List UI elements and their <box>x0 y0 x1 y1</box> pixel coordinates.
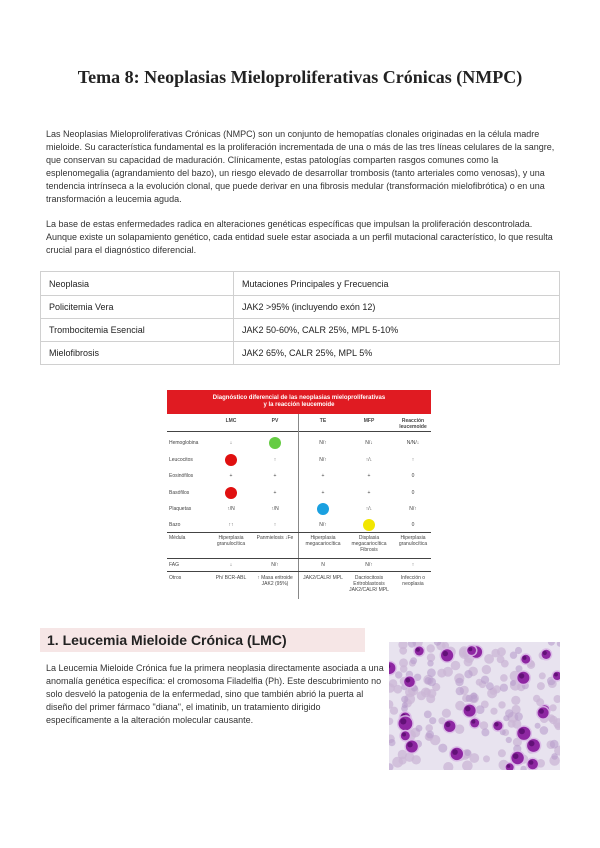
figure-cell: + <box>273 473 277 479</box>
figure-row-label: Médula <box>169 535 186 541</box>
red-blood-cell <box>500 674 508 682</box>
red-blood-cell <box>416 725 423 732</box>
red-blood-cell <box>443 762 453 770</box>
red-blood-cell <box>548 642 555 646</box>
red-blood-cell <box>401 696 408 703</box>
figure-cell: ↑ <box>273 522 277 528</box>
blood-smear-illustration <box>389 642 560 770</box>
cell-nucleus <box>554 673 558 677</box>
figure-row-label: Plaquetas <box>169 506 192 512</box>
cell-nucleus <box>471 720 475 724</box>
cell-nucleus <box>402 733 406 737</box>
red-blood-cell <box>427 678 436 687</box>
page-title: Tema 8: Neoplasias Mieloproliferativas Crónicas (NMPC) <box>77 67 523 87</box>
red-blood-cell <box>464 670 472 678</box>
red-blood-cell <box>438 744 447 753</box>
red-blood-cell <box>481 728 489 736</box>
mutations-table <box>40 271 560 365</box>
cell-nucleus <box>452 749 458 755</box>
table-row <box>41 342 560 365</box>
cell-nucleus <box>543 651 547 655</box>
figure-cell: Hiperplasia granulocítica <box>398 535 428 547</box>
figure-row-label: Eosinófilos <box>169 473 194 479</box>
red-blood-cell <box>481 676 489 684</box>
figure-cell: N/↓ <box>365 440 373 446</box>
blood-smear-image <box>389 642 560 770</box>
red-blood-cell <box>451 661 461 671</box>
red-blood-cell <box>469 753 479 763</box>
figure-cell: + <box>321 490 325 496</box>
figure-cell: N <box>321 562 325 568</box>
figure-marker-dot <box>317 503 329 515</box>
table-row <box>41 296 560 319</box>
figure-cell: Dacriocitosis Eritroblastosis JAK2/CALR/ MPL <box>349 575 389 593</box>
red-blood-cell <box>442 709 451 718</box>
cell-nucleus <box>406 678 411 683</box>
figure-cell: + <box>229 473 233 479</box>
red-blood-cell <box>515 647 522 654</box>
table-cell: Trombocitemia Esencial <box>41 319 234 342</box>
figure-divider <box>167 431 431 432</box>
red-blood-cell <box>393 685 402 694</box>
cell-nucleus <box>519 728 525 734</box>
figure-cell: N/↑ <box>319 522 327 528</box>
figure-column-header: MFP <box>363 418 375 424</box>
figure-marker-dot <box>225 487 237 499</box>
red-blood-cell <box>539 672 546 679</box>
figure-cell: + <box>273 490 277 496</box>
figure-column-header: LMC <box>225 418 237 424</box>
red-blood-cell <box>506 737 512 743</box>
figure-cell: + <box>367 473 371 479</box>
red-blood-cell <box>424 688 431 695</box>
red-blood-cell <box>510 680 516 686</box>
figure-cell: ↓ <box>229 562 233 568</box>
red-blood-cell <box>498 701 505 708</box>
red-blood-cell <box>480 721 489 730</box>
red-blood-cell <box>535 723 541 729</box>
figure-cell: JAK2/CALR/ MPL <box>303 575 343 581</box>
cell-nucleus <box>519 673 524 678</box>
red-blood-cell <box>511 696 520 705</box>
figure-cell: + <box>321 473 325 479</box>
red-blood-cell <box>483 755 490 762</box>
red-blood-cell <box>515 712 523 720</box>
figure-cell: ↑↑ <box>228 522 234 528</box>
red-blood-cell <box>551 753 558 760</box>
figure-cell: 0 <box>411 490 415 496</box>
red-blood-cell <box>429 717 436 724</box>
figure-cell: ↑/↓ <box>365 506 373 512</box>
cell-nucleus <box>445 722 450 727</box>
figure-cell: Displasia megacariocítica Fibrosis <box>351 535 387 553</box>
figure-cell: N/↑ <box>365 562 373 568</box>
figure-cell: N/N/↓ <box>406 440 420 446</box>
figure-cell: 0 <box>411 473 415 479</box>
figure-cell: + <box>367 490 371 496</box>
figure-cell: ↑/↓ <box>365 457 373 463</box>
red-blood-cell <box>500 684 508 692</box>
cell-nucleus <box>468 647 472 651</box>
figure-marker-dot <box>269 437 281 449</box>
red-blood-cell <box>437 669 446 678</box>
figure-cell: ↑ Masa eritroide JAK2 (95%) <box>257 575 293 587</box>
red-blood-cell <box>557 642 560 647</box>
intro-paragraph: Las Neoplasias Mieloproliferativas Crónicas (NMPC) son un conjunto de hemopatías clonales originadas en la célula madre mieloide. Su característica fundamental es la proliferación incrementada de una o más de las tres líneas celulares de la sangre, que conservan su capacidad de maduración. Clínicamente, estas patologías comparten rasgos comunes como la esplenomegalia (agrandamiento del bazo), un riesgo elevado de desarrollar trombosis (tanto arteriales como venosas), y una tendencia intrínseca a la evolución clonal, que puede derivar en una fibrosis medular (transformación mielofibrótica) o en una transformación a leucemia aguda. <box>46 129 555 204</box>
red-blood-cell <box>537 682 545 690</box>
figure-marker-dot <box>225 454 237 466</box>
red-blood-cell <box>455 678 463 686</box>
red-blood-cell <box>412 755 421 764</box>
cell-nucleus <box>539 709 544 714</box>
red-blood-cell <box>466 695 473 702</box>
table-cell: JAK2 65%, CALR 25%, MPL 5% <box>234 342 560 365</box>
figure-cell: ↑/N <box>271 506 279 512</box>
table-cell: JAK2 >95% (incluyendo exón 12) <box>234 296 560 319</box>
figure-column-header: TE <box>319 418 327 424</box>
red-blood-cell <box>465 750 471 756</box>
figure-cell: ↓ <box>229 440 233 446</box>
cell-nucleus <box>529 760 534 765</box>
red-blood-cell <box>550 740 559 749</box>
red-blood-cell <box>533 695 540 702</box>
table-cell: JAK2 50-60%, CALR 25%, MPL 5-10% <box>234 319 560 342</box>
red-blood-cell <box>400 665 408 673</box>
figure-cell: ↑ <box>273 457 277 463</box>
figure-row-label: Basófilos <box>169 490 190 496</box>
red-blood-cell <box>540 726 549 735</box>
section-heading-text: 1. Leucemia Mieloide Crónica (LMC) <box>47 632 287 648</box>
genetics-paragraph: La base de estas enfermedades radica en alteraciones genéticas específicas que impulsan la proliferación descontrolada. Aunque existe un solapamiento genético, cada entidad suele estar asociada a un perfil mutacional característico, lo que resulta crucial para el diagnóstico diferencial. <box>46 219 553 255</box>
figure-cell: ↑ <box>411 457 415 463</box>
figure-title-line1: Diagnóstico diferencial de las neoplasias mieloproliferativas <box>212 395 386 401</box>
figure-row-label: Leucocitos <box>169 457 193 463</box>
table-cell: Policitemia Vera <box>41 296 234 319</box>
red-blood-cell <box>399 647 407 655</box>
differential-diagnosis-figure <box>167 390 431 599</box>
red-blood-cell <box>410 657 417 664</box>
figure-divider <box>167 558 431 559</box>
figure-column-header: Reacción leucemoide <box>399 418 427 430</box>
cell-nucleus <box>529 741 535 747</box>
section-heading <box>40 628 365 652</box>
cell-nucleus <box>400 718 406 724</box>
red-blood-cell <box>490 708 497 715</box>
figure-marker-dot <box>363 519 375 531</box>
red-blood-cell <box>498 749 506 757</box>
figure-cell: ↑ <box>411 562 415 568</box>
section-paragraph: La Leucemia Mieloide Crónica fue la primera neoplasia directamente asociada a una anomalía genética específica: el cromosoma Filadelfia (Ph). Este descubrimiento no solo desveló la patogenia de la enfermedad, sino que también abrió la puerta al diseño del primer fármaco "diana", el imatinib, un tratamiento dirigido específicamente a la alteración molecular causante. <box>46 663 384 725</box>
figure-cell: 0 <box>411 522 415 528</box>
figure-divider <box>167 571 431 572</box>
figure-cell: Infección o neoplasia <box>400 575 426 587</box>
cell-nucleus <box>443 651 448 656</box>
red-blood-cell <box>484 654 494 664</box>
red-blood-cell <box>503 715 509 721</box>
figure-cell: N/↑ <box>409 506 417 512</box>
figure-grid <box>167 414 431 599</box>
cell-nucleus <box>407 742 412 747</box>
figure-cell: Ph/ BCR-ABL <box>215 575 247 581</box>
red-blood-cell <box>464 658 473 667</box>
figure-row-label: Bazo <box>169 522 181 528</box>
red-blood-cell <box>501 660 509 668</box>
figure-cell: N/↑ <box>271 562 279 568</box>
figure-cell: ↑/N <box>227 506 235 512</box>
figure-header <box>167 390 431 414</box>
red-blood-cell <box>408 642 416 648</box>
red-blood-cell <box>402 702 408 708</box>
red-blood-cell <box>395 671 402 678</box>
figure-row-label: Otros <box>169 575 182 581</box>
red-blood-cell <box>486 682 494 690</box>
red-blood-cell <box>456 687 464 695</box>
red-blood-cell <box>482 665 491 674</box>
red-blood-cell <box>389 718 393 725</box>
figure-row-label: FAG <box>169 562 180 568</box>
table-header-cell: Neoplasia <box>41 272 234 296</box>
figure-cell: N/↑ <box>319 457 327 463</box>
figure-cell: Hiperplasia megacariocítica <box>305 535 341 547</box>
cell-nucleus <box>523 656 527 660</box>
table-row <box>41 319 560 342</box>
red-blood-cell <box>427 644 435 652</box>
red-blood-cell <box>554 695 561 703</box>
red-blood-cell <box>424 711 432 719</box>
figure-row-label: Hemoglobina <box>169 440 199 446</box>
table-header-cell: Mutaciones Principales y Frecuencia <box>234 272 560 296</box>
red-blood-cell <box>427 660 433 666</box>
figure-cell: N/↑ <box>319 440 327 446</box>
cell-nucleus <box>507 764 511 768</box>
table-header-row <box>41 272 560 296</box>
red-blood-cell <box>462 761 473 771</box>
cell-nucleus <box>513 753 519 759</box>
red-blood-cell <box>493 685 501 693</box>
figure-column-header: PV <box>271 418 279 424</box>
red-blood-cell <box>426 731 434 739</box>
figure-cell: Hiperplasia granulocítica <box>216 535 246 547</box>
cell-nucleus <box>465 706 470 711</box>
figure-divider <box>167 532 431 533</box>
figure-title-line2: y la reacción leucemoide <box>263 402 335 408</box>
table-cell: Mielofibrosis <box>41 342 234 365</box>
cell-nucleus <box>494 722 498 726</box>
figure-cell: Panmielosis ↓Fe <box>256 535 294 541</box>
red-blood-cell <box>427 668 436 677</box>
red-blood-cell <box>520 766 526 770</box>
cell-nucleus <box>416 648 420 652</box>
